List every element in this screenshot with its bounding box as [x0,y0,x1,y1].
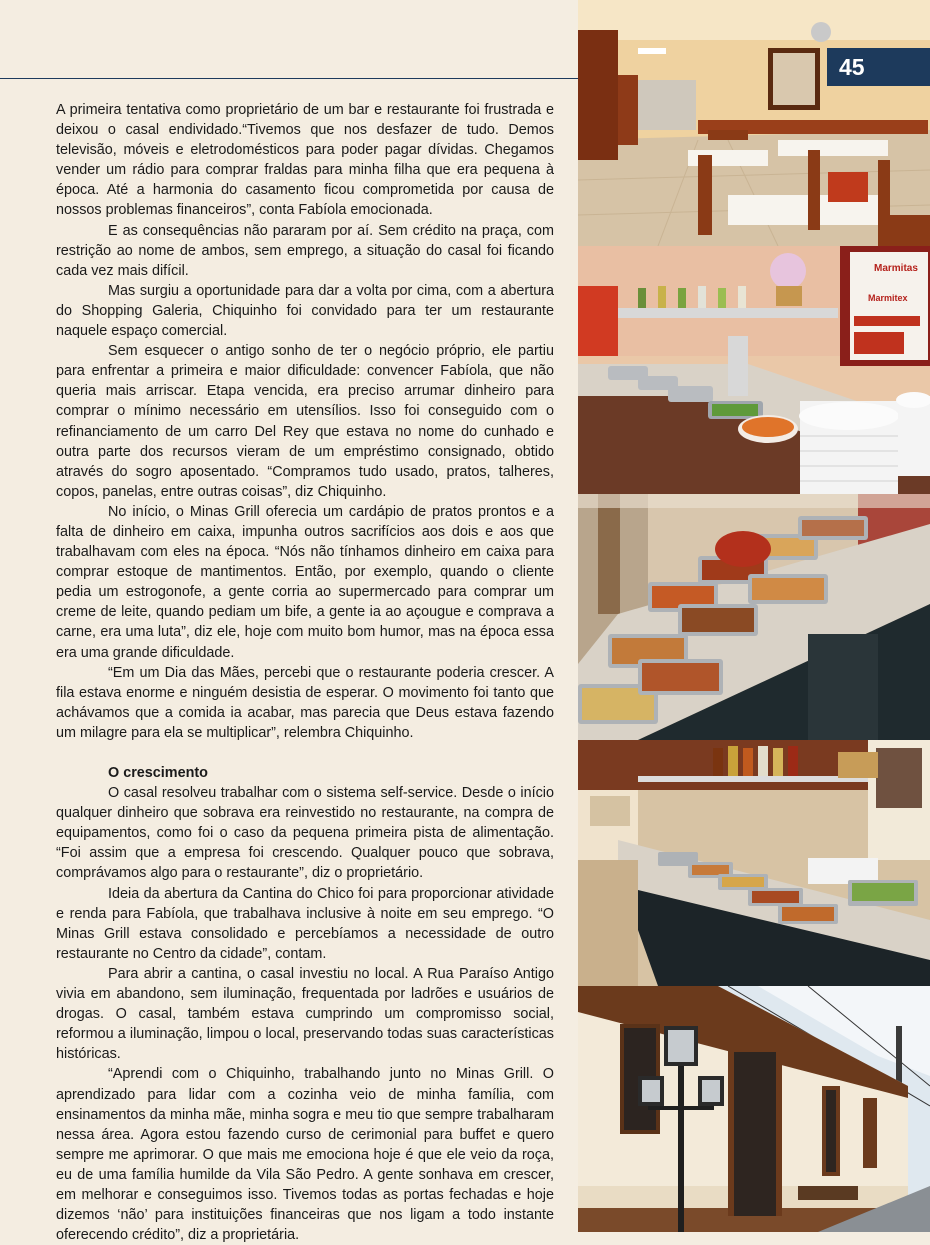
dining-room-photo [578,0,930,246]
food-counter-photo [578,740,930,986]
paragraph: Para abrir a cantina, o casal investiu no local. A Rua Paraíso Antigo vivia em abandono, sem iluminação, frequentada por ladrões e usuários de drogas. O casal, também estava cumprindo um compromisso social, reformou a iluminação, limpou o local, preservando todas suas características históricas. [56,965,554,1063]
cantina-facade-photo [578,986,930,1232]
food-trays-photo [578,494,930,740]
paragraph: “Aprendi com o Chiquinho, trabalhando junto no Minas Grill. O aprendizado para lidar com a cozinha veio de minha família, com ensinamentos da minha mãe, minha sogra e meu tio que sempre trabalharam nessa área. Agora estou fazendo curso de cerimonial para buffet e quero sempre me aprimorar. O que mais me emociona hoje é que ele veio da roça, eu de uma família humilde da Vila São Pedro. A gente sonhava em crescer, em melhorar e conseguimos isso. Tivemos todas as portas fechadas e hoje dizemos ‘não’ para instituições financeiras que nos ligam a todo instante oferecendo crédito”, diz a proprietária. [56,1066,554,1244]
sign-text: Marmitex [868,293,908,303]
sign-text: Marmitas [874,263,918,274]
paragraph: O casal resolveu trabalhar com o sistema self-service. Desde o início qualquer dinheiro que sobrava era reinvestido no restaurante, na compra de equipamentos, como foi o caso da pequena primeira pista de alimentação. “Foi assim que a empresa foi crescendo. Qualquer pouco que sobrava, comprávamos algo para o restaurante”, diz o proprietário. [56,785,554,882]
paragraph: No início, o Minas Grill oferecia um cardápio de pratos prontos e a falta de dinheiro em caixa, impunha outros sacrifícios aos dois e aos que trabalhavam com eles na época. “Nós não tínhamos dinheiro em caixa para comprar estoque de mantimentos. Então, por exemplo, quando o cliente pedia um estrogonofe, a gente corria ao supermercado para comprar um creme de leite, quando pediam um bife, a gente ia ao açougue e comprava a carne, era uma luta”, diz ele, hoje com muito bom humor, mas na época essa era uma grande dificuldade. [56,503,554,661]
article-body [56,100,554,1245]
paragraph: E as consequências não pararam por aí. Sem crédito na praça, com restrição ao nome de ambos, sem emprego, a situação do casal foi ficando cada vez mais difícil. [56,222,554,279]
paragraph: A primeira tentativa como proprietário de um bar e restaurante foi frustrada e deixou o casal endividado.“Tivemos que nos desfazer de tudo. Demos televisão, móveis e eletrodomésticos para poder pagar dívidas. Chegamos vender um rádio para comprar fraldas para minha filha que era pequena à época. Até a harmonia do casamento ficou comprometida por causa de nossos problemas financeiros”, conta Fabíola emocionada. [56,102,554,219]
paragraph: Ideia da abertura da Cantina do Chico foi para proporcionar atividade e renda para Fabíola, que trabalhava inclusive à noite em seu emprego. “O Minas Grill estava consolidado e percebíamos a necessidade de outro restaurante no Centro da cidade”, contam. [56,885,554,962]
paragraph: “Em um Dia das Mães, percebi que o restaurante poderia crescer. A fila estava enorme e ninguém desistia de esperar. O movimento foi tanto que achávamos que a comida ia acabar, mas parecia que Deus estava fazendo um milagre para ela se multiplicar”, relembra Chiquinho. [56,664,554,741]
paragraph: Mas surgiu a oportunidade para dar a volta por cima, com a abertura do Shopping Galeria, Chiquinho foi convidado para ter um restaurante naquele espaço comercial. [56,282,554,340]
paragraph: Sem esquecer o antigo sonho de ter o negócio próprio, ele partiu para enfrentar a primeira e maior dificuldade: convencer Fabíola, que não queria mais arriscar. Etapa vencida, era preciso arrumar dinheiro para comprar o mínimo necessário em utensílios. Isso foi conseguido com o refinanciamento de um carro Del Rey que estava no nome do cunhado e outra parte dos recursos vieram de um empréstimo consignado, obtido através do sogro aposentado. “Compramos tudo usado, pratos, talheres, copos, panelas, entre outras coisas”, diz Chiquinho. [56,343,554,500]
photo-column [578,0,930,1232]
buffet-plates-photo [578,246,930,494]
page-number: 45 [827,48,930,86]
section-heading: O crescimento [108,765,208,781]
